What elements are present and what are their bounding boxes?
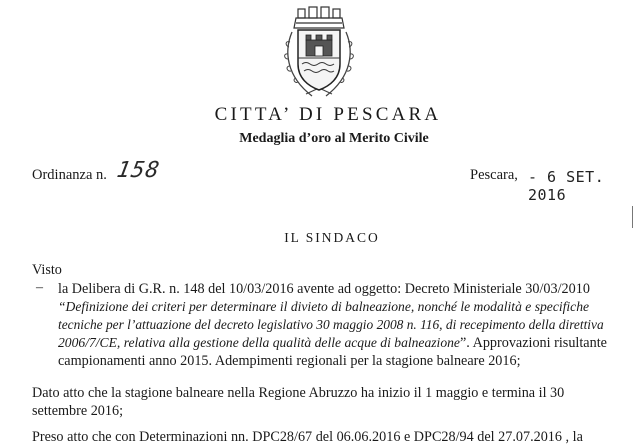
item1-line5: campionamenti anno 2015. Adempimenti regionali per la stagione balneare 2016; [58,353,521,369]
item1-line4-italic: 2006/7/CE, relativa alla gestione della qualità delle acque di balneazione [58,335,460,350]
item1-line4 [58,334,607,352]
item1-line2: “Definizione dei criteri per determinare il divieto di balneazione, nonché le modalità e specifiche [58,299,590,314]
list-bullet: – [36,280,43,295]
coat-of-arms-icon [284,6,354,102]
dateline-place: Pescara, [470,167,518,183]
para2-line2: settembre 2016; [32,403,124,419]
city-title: CITTA’ DI PESCARA [214,104,442,125]
date-stamp: - 6 SET. 2016 [528,168,605,204]
item1-line4-rest: ”. Approvazioni risultante [459,335,607,351]
ordinance-number: 158 [114,158,162,183]
mayor-heading: IL SINDACO [284,230,380,245]
scan-edge-mark [632,206,633,228]
item1-line3: tecniche per l’attuazione del decreto legislativo 30 maggio 2008 n. 116, di recepimento della direttiva [58,317,604,332]
item1-line1: la Delibera di G.R. n. 148 del 10/03/2016 avente ad oggetto: Decreto Ministeriale 30/03/2010 [58,281,590,297]
ordinance-label: Ordinanza n. [32,167,107,183]
city-subtitle: Medaglia d’oro al Merito Civile [239,131,429,146]
para3-line1: Preso atto che con Determinazioni nn. DPC28/67 del 06.06.2016 e DPC28/94 del 27.07.2016 , la [32,429,583,445]
para2-line1: Dato atto che la stagione balneare nella Regione Abruzzo ha inizio il 1 maggio e termina il 30 [32,385,565,401]
visto-label: Visto [32,262,62,278]
